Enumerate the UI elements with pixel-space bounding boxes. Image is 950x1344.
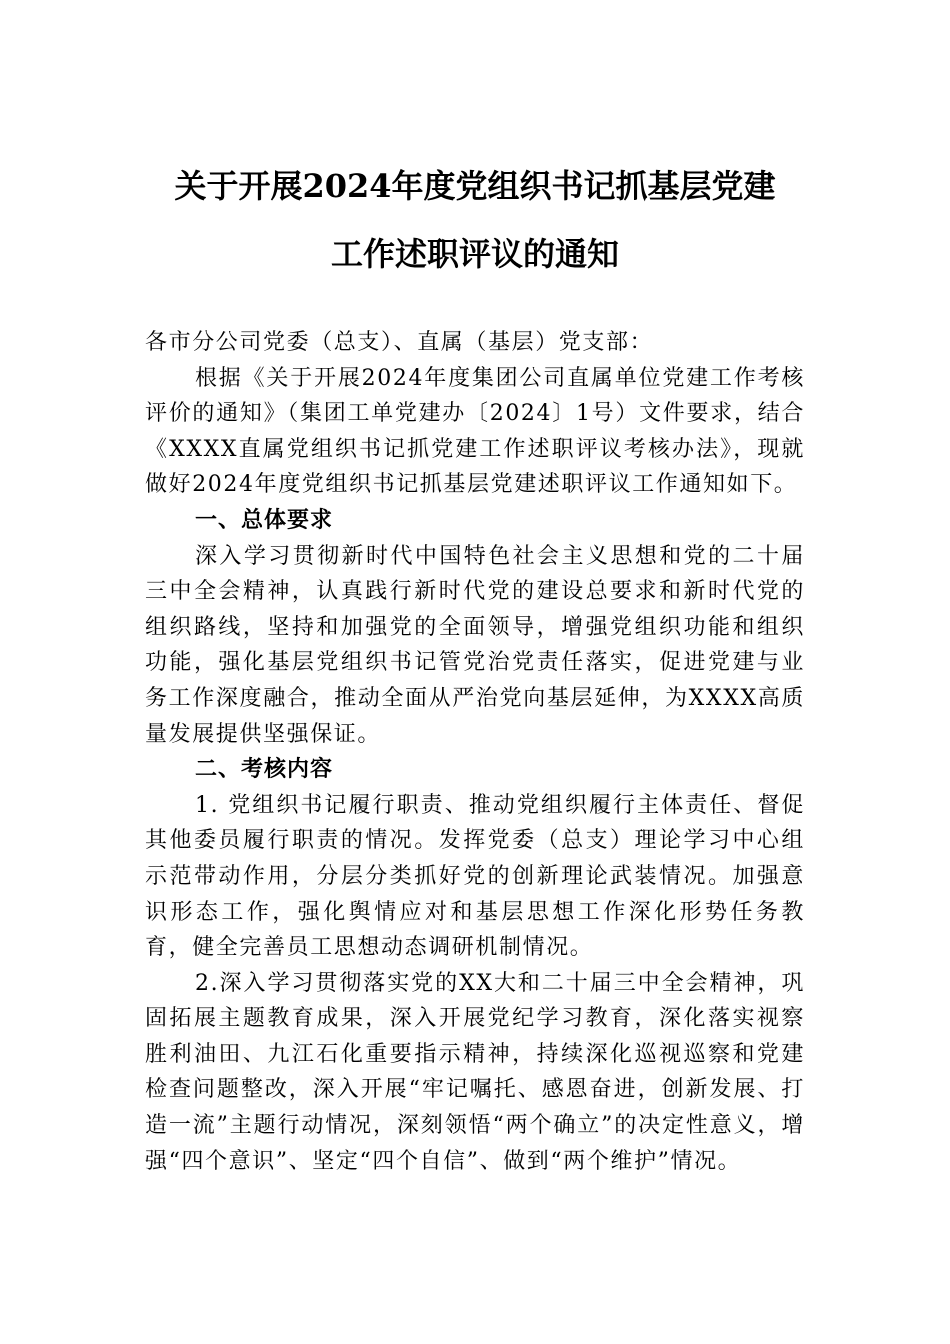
section-2-heading: 二、考核内容 (195, 757, 334, 783)
document-title-line-2: 工作述职评议的通知 (330, 235, 619, 273)
section-2-item-2: 2.深入学习贯彻落实党的XX大和二十届三中全会精神，巩固拓展主题教育成果，深入开展党纪学习教育，深化落实视察胜利油田、九江石化重要指示精神，持续深化巡视巡察和党建检查问题整改，深入开展“牢记嘱托、感恩奋进，创新发展、打造一流”主题行动情况，深刻领悟“两个确立”的决定性意义，增强“四个意识”、坚定“四个自信”、做到“两个维护”情况。 (145, 970, 805, 1174)
intro-paragraph: 根据《关于开展2024年度集团公司直属单位党建工作考核评价的通知》（集团工单党建办〔2024〕1号）文件要求，结合《XXXX直属党组织书记抓党建工作述职评议考核办法》，现就做好2024年度党组织书记抓基层党建述职评议工作通知如下。 (145, 365, 805, 498)
section-1-heading: 一、总体要求 (195, 507, 334, 533)
document-title-line-1: 关于开展2024年度党组织书记抓基层党建 (174, 167, 776, 205)
section-2-item-1: 1. 党组织书记履行职责、推动党组织履行主体责任、督促其他委员履行职责的情况。发挥党委（总支）理论学习中心组示范带动作用，分层分类抓好党的创新理论武装情况。加强意识形态工作，强化舆情应对和基层思想工作深化形势任务教育，健全完善员工思想动态调研机制情况。 (145, 792, 805, 961)
section-1-paragraph: 深入学习贯彻新时代中国特色社会主义思想和党的二十届三中全会精神，认真践行新时代党的建设总要求和新时代党的组织路线，坚持和加强党的全面领导，增强党组织功能和组织功能，强化基层党组织书记管党治党责任落实，促进党建与业务工作深度融合，推动全面从严治党向基层延伸，为XXXX高质量发展提供坚强保证。 (145, 543, 805, 747)
salutation: 各市分公司党委（总支）、直属（基层）党支部： (145, 330, 654, 355)
document-body (145, 325, 805, 1179)
